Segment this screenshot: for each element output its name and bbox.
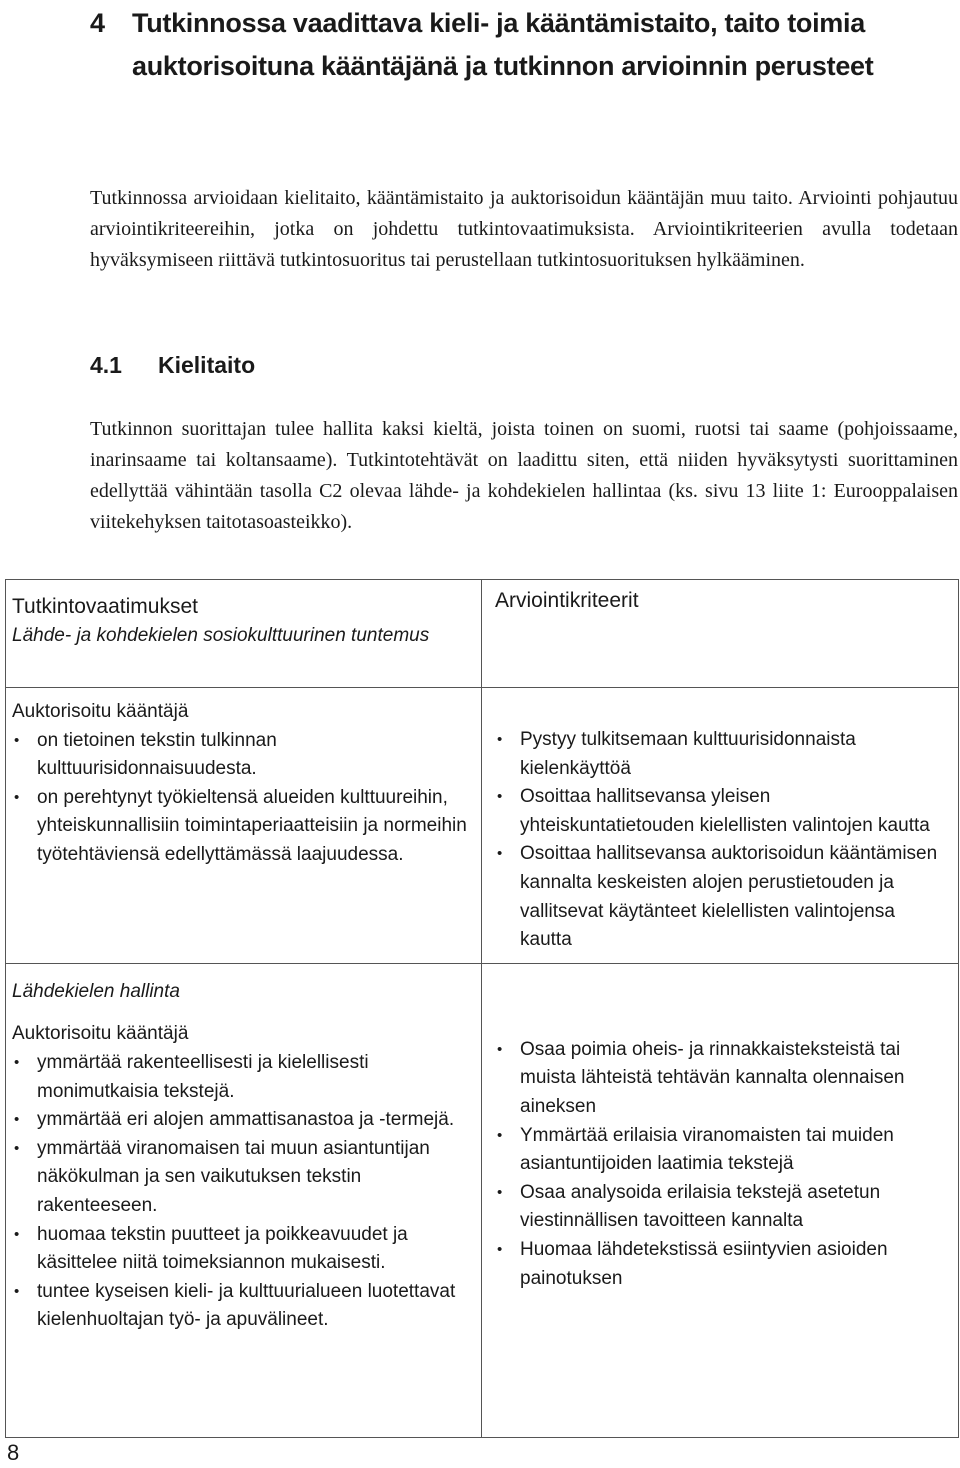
list-item: • on perehtynyt työkieltensä alueiden kulttuureihin, yhteiskunnallisiin toimintaperiaatteisiin ja normeihin työtehtäviensä edellyttämässä laajuudessa. <box>12 784 471 870</box>
section-title: Kielitaito <box>158 352 256 378</box>
col-right-header: Arviointikriteerit <box>495 589 639 612</box>
section-paragraph: Tutkinnon suorittajan tulee hallita kaksi kieltä, joista toinen on suomi, ruotsi tai saame (pohjoissaame, inarinsaame tai koltansaame). Tutkintotehtävät on laadittu siten, että niiden hyväksytysti suorittaminen edellyttää vähintään tasolla C2 olevaa lähde- ja kohdekielen hallintaa (ks. sivu 13 liite 1: Eurooppalaisen viitekehyksen taitotasoasteikko). <box>90 418 958 533</box>
subject-label: Auktorisoitu kääntäjä <box>12 701 189 722</box>
list-item: • ymmärtää rakenteellisesti ja kielellisesti monimutkaisia tekstejä. <box>12 1049 471 1106</box>
criteria-list <box>495 1036 948 1293</box>
list-item: • Pystyy tulkitsemaan kulttuurisidonnaista kielenkäyttöä <box>495 726 948 783</box>
chapter-heading <box>90 2 950 88</box>
list-item: • huomaa tekstin puutteet ja poikkeavuudet ja käsittelee niitä toimeksiannon mukaisesti. <box>12 1221 471 1278</box>
requirements-list <box>12 1049 471 1335</box>
category-title: Lähdekielen hallinta <box>12 980 180 1002</box>
section-number: 4.1 <box>90 352 122 378</box>
page-number: 8 <box>7 1440 20 1465</box>
list-item: • ymmärtää viranomaisen tai muun asiantuntijan näkökulman ja sen vaikutuksen tekstin rakenteeseen. <box>12 1135 471 1221</box>
requirements-list <box>12 727 471 870</box>
category-title: Lähde- ja kohdekielen sosiokulttuurinen tuntemus <box>12 625 430 646</box>
list-item: • Osaa poimia oheis- ja rinnakkaisteksteistä tai muista lähteistä tehtävän kannalta olennaisen aineksen <box>495 1036 948 1122</box>
section-heading <box>90 345 255 385</box>
list-item: • on tietoinen tekstin tulkinnan kulttuurisidonnaisuudesta. <box>12 727 471 784</box>
requirements-table <box>5 579 959 1438</box>
list-item: • Huomaa lähdetekstissä esiintyvien asioiden painotuksen <box>495 1236 948 1293</box>
criteria-list <box>495 726 948 955</box>
requirements-cell <box>6 688 482 964</box>
list-item: • Ymmärtää erilaisia viranomaisten tai muiden asiantuntijoiden laatimia tekstejä <box>495 1122 948 1179</box>
subject-label: Auktorisoitu kääntäjä <box>12 1023 189 1045</box>
list-item: • Osaa analysoida erilaisia tekstejä asetetun viestinnällisen tavoitteen kannalta <box>495 1179 948 1236</box>
list-item: • Osoittaa hallitsevansa auktorisoidun kääntämisen kannalta keskeisten alojen perustietouden ja vallitsevat käytänteet kielellisten valintojensa kautta <box>495 840 948 954</box>
col-left-header: Tutkintovaatimukset <box>12 595 198 618</box>
criteria-cell <box>482 688 959 964</box>
chapter-title: Tutkinnossa vaadittava kieli- ja kääntämistaito, taito toimia auktorisoituna kääntäjänä ja tutkinnon arvioinnin perusteet <box>132 8 874 81</box>
criteria-cell <box>482 963 959 1437</box>
chapter-number: 4 <box>90 8 105 38</box>
list-item: • ymmärtää eri alojen ammattisanastoa ja -termejä. <box>12 1106 471 1135</box>
list-item: • tuntee kyseisen kieli- ja kulttuurialueen luotettavat kielenhuoltajan työ- ja apuvälineet. <box>12 1278 471 1335</box>
left-header-cell <box>6 580 482 688</box>
requirements-cell <box>6 963 482 1437</box>
intro-paragraph: Tutkinnossa arvioidaan kielitaito, kääntämistaito ja auktorisoidun kääntäjän muu taito. Arviointi pohjautuu arviointikriteereihin, jotka on johdettu tutkintovaatimuksista. Arviointikriteerien avulla todetaan hyväksymiseen riittävä tutkintosuoritus tai perustellaan tutkintosuorituksen hylkääminen. <box>90 187 958 271</box>
right-header-cell <box>482 580 959 688</box>
list-item: • Osoittaa hallitsevansa yleisen yhteiskuntatietouden kielellisten valintojen kautta <box>495 783 948 840</box>
